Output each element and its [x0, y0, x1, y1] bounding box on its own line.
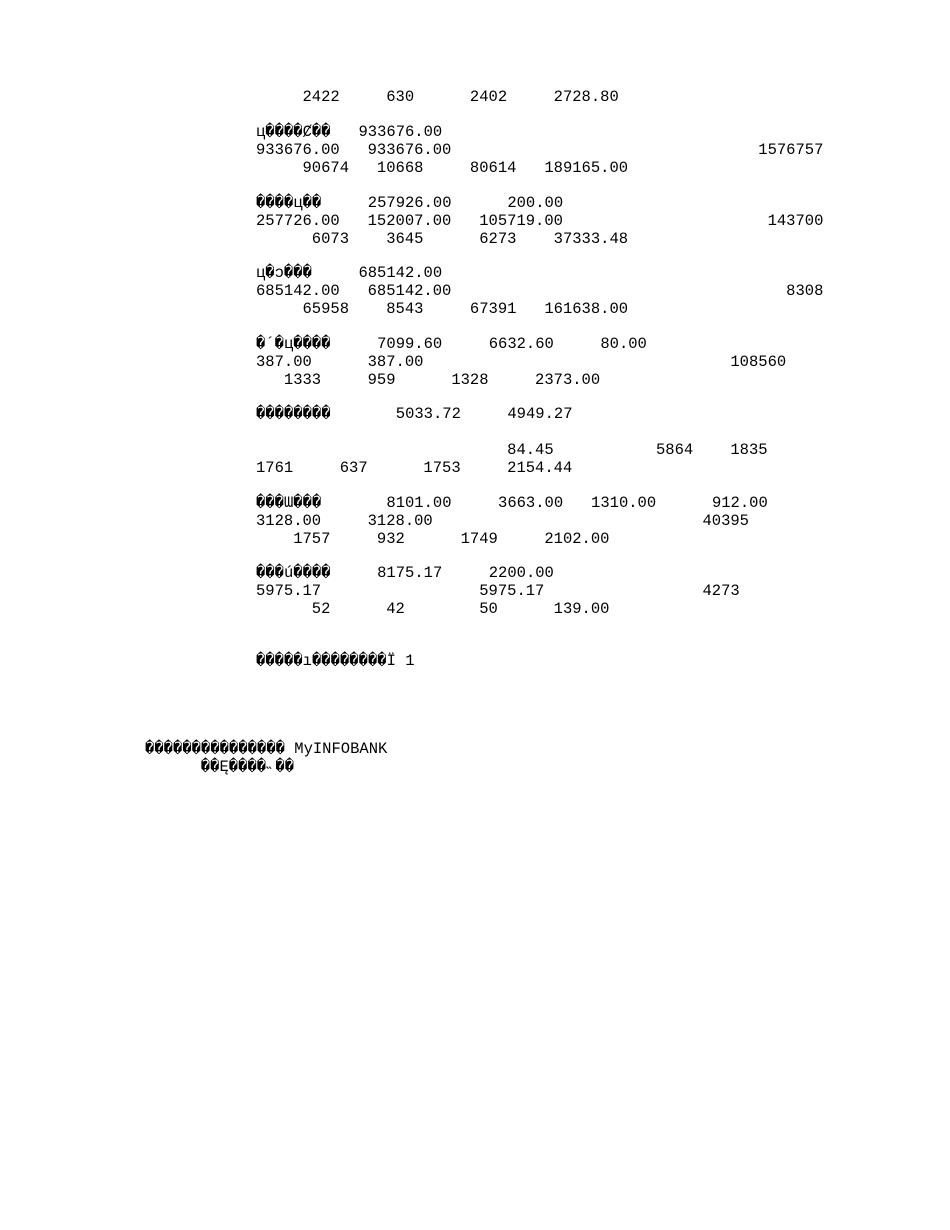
text-line-15: 84.45 5864 1835	[256, 441, 768, 459]
text-line-23: �����ı��������Ï 1	[256, 652, 415, 670]
text-line-25: ��Ę����˵��	[145, 758, 295, 776]
text-line-2: ц����Ȼ�� 933676.00	[256, 123, 443, 141]
text-line-19: 1757 932 1749 2102.00	[256, 530, 610, 548]
text-line-20: ���ú���� 8175.17 2200.00	[256, 564, 554, 582]
text-line-16: 1761 637 1753 2154.44	[256, 459, 573, 477]
text-line-3: 933676.00 933676.00 1576757	[256, 141, 824, 159]
text-line-18: 3128.00 3128.00 40395	[256, 512, 749, 530]
text-line-12: 387.00 387.00 108560	[256, 353, 787, 371]
text-line-17: ���Ɯ��� 8101.00 3663.00 1310.00 912.00	[256, 494, 768, 512]
text-line-10: 65958 8543 67391 161638.00	[256, 300, 629, 318]
text-line-7: 6073 3645 6273 37333.48	[256, 230, 629, 248]
text-line-21: 5975.17 5975.17 4273	[256, 582, 740, 600]
text-line-5: ����ц�� 257926.00 200.00	[256, 194, 564, 212]
text-line-1: 2422 630 2402 2728.80	[256, 88, 619, 106]
text-line-8: ц�ɔ��� 685142.00	[256, 264, 443, 282]
text-line-6: 257726.00 152007.00 105719.00 143700	[256, 212, 824, 230]
text-line-11: �´�ц���� 7099.60 6632.60 80.00	[256, 335, 647, 353]
text-line-24: ��������������� MyINFOBANK	[145, 740, 388, 758]
text-line-13: 1333 959 1328 2373.00	[256, 371, 601, 389]
text-line-4: 90674 10668 80614 189165.00	[256, 159, 629, 177]
text-line-22: 52 42 50 139.00	[256, 600, 610, 618]
text-line-14: �������� 5033.72 4949.27	[256, 405, 573, 423]
text-line-9: 685142.00 685142.00 8308	[256, 282, 824, 300]
